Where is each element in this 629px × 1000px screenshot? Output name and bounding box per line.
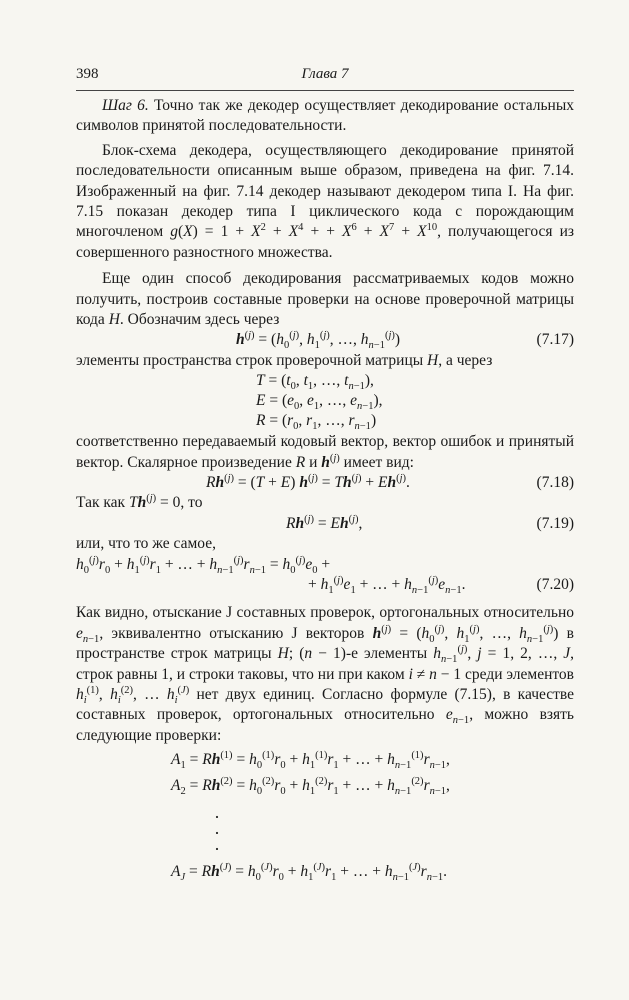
- paragraph-orthogonal: Как видно, отыскание J составных проверок, ортогональных относительно $e_{n-1}$, эквивалентно отысканию J векторов $h^{(j)} = (h_0^{(j)}$, $h_1^{(j)}$, …, $h_{n-1}^{(j)}$) в пространстве строк матрицы H; (n − 1)-е элементы $h_{n-1}^{(j)}$, j = 1, 2, …, J, строк равны 1, и строки таковы, что ни при каком i ≠ n − 1 среди элементов $h_i^{(1)}$, $h_i^{(2)}$, … $h_i^{(J)}$ нет двух единиц. Согласно формуле (7.15), в качестве составных проверок, ортогональных относительно $e_{n-1}$, можно взять следующие проверки:: [76, 604, 575, 744]
- paragraph-step-6: [76, 96, 574, 137]
- orth-text-7: нет двух единиц. Согласно формуле (7.15), в качестве составных проверок, ортогональных относительно: [76, 686, 575, 724]
- header-rule: [76, 90, 574, 91]
- text-respectively: соответственно передаваемый кодовый вектор, вектор ошибок и принятый вектор. Скалярное произведение R и $h^{(j)}$ имеет вид:: [76, 433, 574, 471]
- orth-text-1: Как видно, отыскание J составных проверок, ортогональных относительно: [76, 604, 574, 622]
- paragraph-decoder: Блок-схема декодера, осуществляющего декодирование принятой последовательности описанным выше образом, приведена на фиг. 7.14. Изображенный на фиг. 7.14 декодер называют декодером типа I. На фиг. 7.15 показан декодер типа I циклического кода с порождающим многочленом $g(X) = 1 + X^2 + X^4$ + + $X^6 + X^7 + X^{10}$, получающегося из совершенного разностного множества.: [76, 141, 574, 261]
- equation-number: (7.17): [536, 331, 574, 349]
- decoder-tail: получающегося из совершенного разностного множества.: [76, 223, 574, 261]
- check-aj: $A_J = Rh^{(J)} = h_0^{(J)}r_0 + h_1^{(J)}r_1$ + … + $h_{n-1}^{(J)}r_{n-1}$.: [171, 862, 448, 884]
- check-a1: $A_1 = Rh^{(1)} = h_0^{(1)}r_0 + h_1^{(1)}r_1$ + … + $h_{n-1}^{(1)}r_{n-1}$,: [171, 750, 450, 772]
- equation-number: (7.19): [536, 514, 574, 532]
- equation-number: (7.20): [536, 576, 574, 594]
- step-label: Шаг 6.: [102, 97, 149, 114]
- equation-7-17: $h^{(j)} = (h_0^{(j)}$, $h_1^{(j)}$, …, $h_{n-1}^{(j)}$) (7.17): [236, 330, 574, 352]
- and-text: и: [309, 453, 318, 471]
- text-or-same: или, что то же самое,: [76, 535, 216, 553]
- equation-7-20-line2: + $h_1^{(j)}e_1$ + … + $h_{n-1}^{(j)}e_{n-1}$. (7.20): [308, 574, 574, 597]
- orth-text-5: строк равны 1, и строки таковы, что ни при каком: [76, 665, 405, 683]
- orth-text-4: -е элементы: [345, 645, 428, 663]
- check-a2: $A_2 = Rh^{(2)} = h_0^{(2)}r_0 + h_1^{(2)}r_1$ + … + $h_{n-1}^{(2)}r_{n-1}$,: [171, 776, 450, 798]
- via-text: , а через: [438, 351, 493, 369]
- text-elements: элементы пространства строк проверочной матрицы H, а через: [76, 351, 493, 369]
- equation-7-20-line1: $h_0^{(j)}r_0 + h_1^{(j)}r_1$ + … + $h_{n-1}^{(j)}r_{n-1} = h_0^{(j)}e_0$ +: [76, 554, 331, 576]
- equation-7-19: $Rh^{(j)} = Eh^{(j)}$, (7.19): [76, 514, 574, 534]
- equation-7-18: $Rh^{(j)} = (T + E) h^{(j)} = Th^{(j)} + Eh^{(j)}$. (7.18): [76, 473, 574, 493]
- page-body: [76, 96, 574, 886]
- vector-definitions: $T = (t_0$, $t_1$, …, $t_{n-1}$), $E = (e_0$, $e_1$, …, $e_{n-1}$), $R = (r_0$, $r_1$, …, $r_{n-1}$): [256, 372, 383, 433]
- has-form-text: имеет вид:: [343, 453, 414, 471]
- elements-text: элементы пространства строк проверочной матрицы: [76, 351, 424, 369]
- then-text: то: [188, 494, 203, 512]
- page-number: 398: [76, 66, 99, 82]
- respectively-text: соответственно передаваемый кодовый вектор, вектор ошибок и принятый вектор. Скалярное произведение: [76, 433, 574, 471]
- vertical-dots: · · ·: [214, 807, 220, 860]
- decoder-text: Блок-схема декодера, осуществляющего декодирование принятой последовательности описанным выше образом, приведена на фиг. 7.14. Изображенный на фиг. 7.14 декодер называют декодером типа I. На фиг. 7.15 показан декодер типа I циклического кода с порождающим многочленом: [76, 141, 574, 241]
- orth-text-3: в пространстве строк матрицы: [76, 624, 574, 663]
- orth-text-6: среди элементов: [465, 665, 575, 683]
- paragraph-method: Еще один способ декодирования рассматриваемых кодов можно получить, построив составные проверки на основе проверочной матрицы кода H. Обозначим здесь через: [76, 270, 574, 329]
- equation-number: (7.18): [536, 474, 574, 492]
- step-text: Точно так же декодер осуществляет декодирование остальных символов принятой последовательности.: [76, 97, 575, 135]
- method-text: Еще один способ декодирования рассматриваемых кодов можно получить, построив составные проверки на основе проверочной матрицы кода: [76, 270, 574, 329]
- since-text: Так как: [76, 494, 126, 512]
- orth-text-2: , эквивалентно отысканию J векторов: [99, 624, 365, 642]
- method-tail: Обозначим здесь через: [127, 311, 280, 329]
- since-line: Так как $Th^{(j)} = 0$, то: [76, 493, 203, 512]
- chapter-title: Глава 7: [301, 66, 349, 82]
- page-header: [76, 66, 574, 86]
- orth-text-8: , можно взять следующие проверки:: [76, 706, 575, 744]
